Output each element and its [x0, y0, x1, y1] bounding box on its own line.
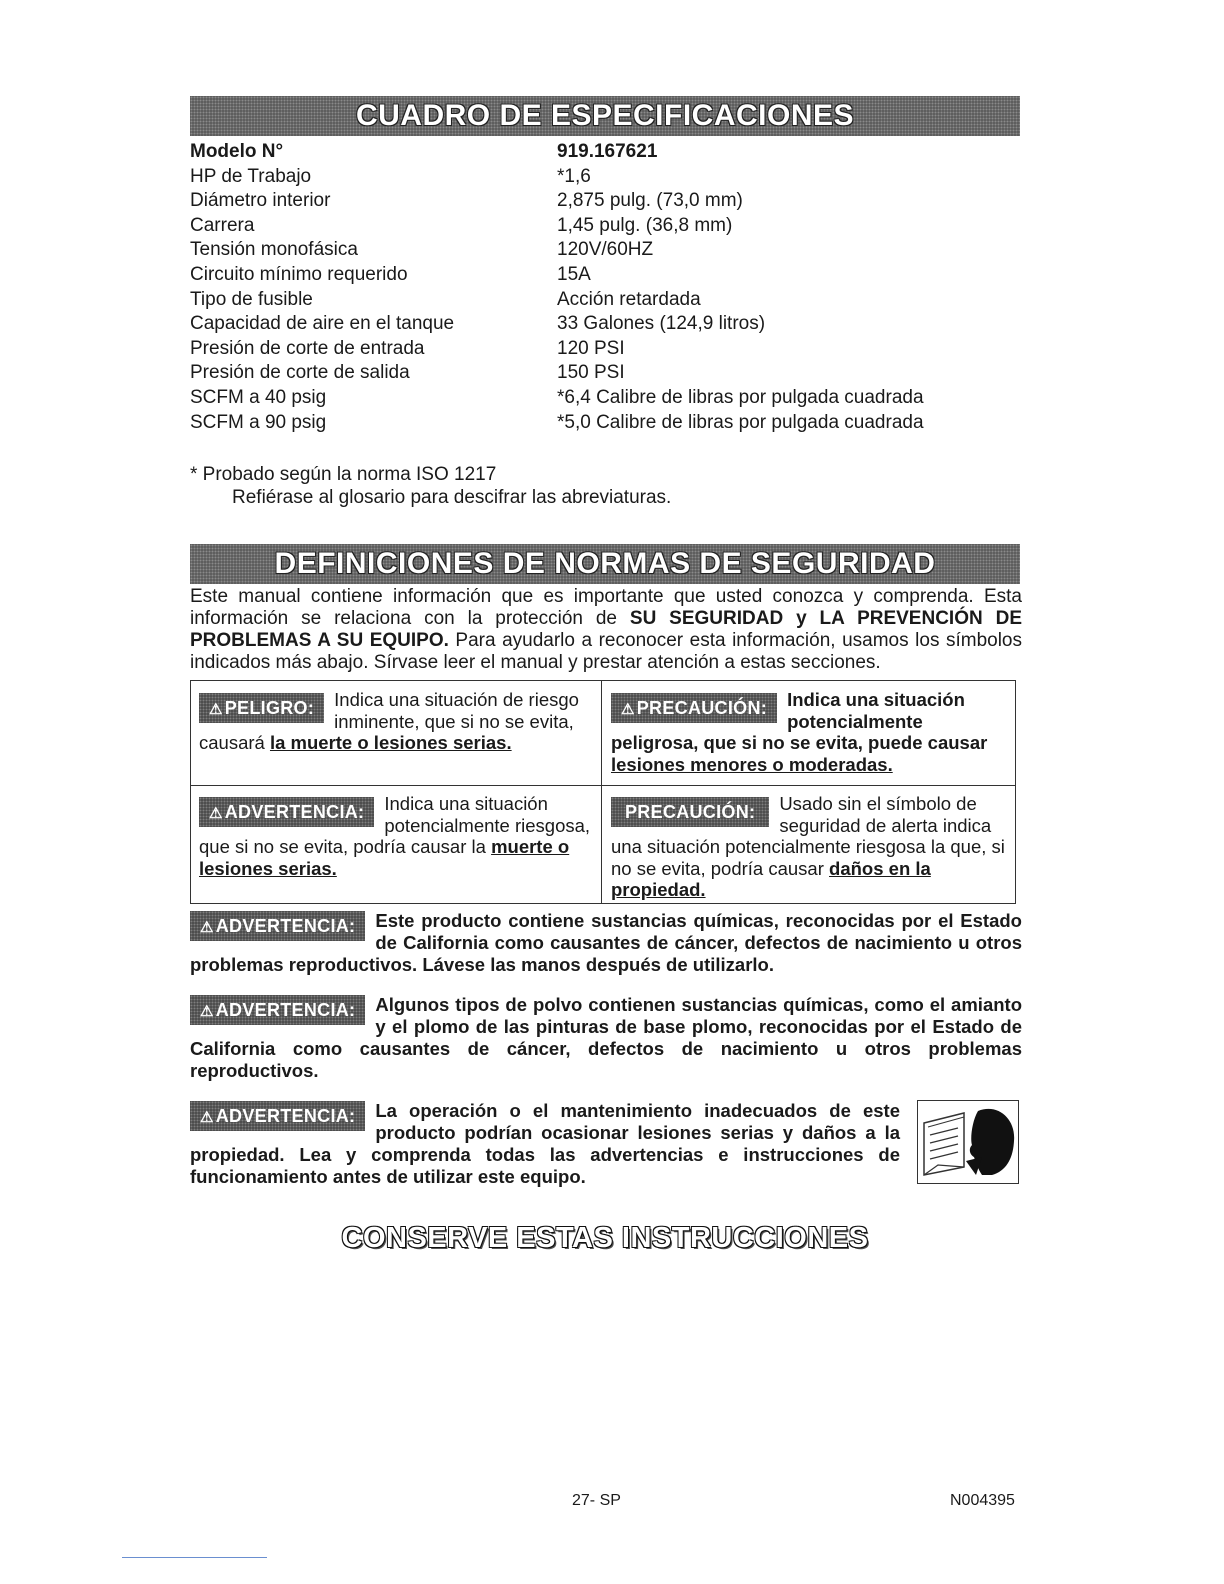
def-emphasis: muerte o lesiones serias. [199, 836, 570, 879]
document-id: N004395 [950, 1492, 1015, 1509]
footnote-line: * Probado según la norma ISO 1217 [190, 464, 497, 485]
spec-label: Modelo N° [190, 141, 284, 162]
spec-row [190, 263, 1020, 288]
spec-row [190, 189, 1020, 214]
def-text: Indica una situación potencialmente peligrosa, que si no se evita, puede causar [611, 689, 988, 753]
spec-label: Tensión monofásica [190, 239, 358, 261]
def-text: Usado sin el símbolo de seguridad de alerta indica una situación potencialmente riesgosa la que, si no se evita, podría causar [611, 793, 1005, 879]
def-advertencia [199, 793, 591, 879]
advertencia-tag: ⚠ ADVERTENCIA: [190, 995, 365, 1025]
spec-row [190, 411, 1020, 436]
spec-value: *1,6 [557, 165, 591, 187]
warning-operation [190, 1100, 900, 1188]
spec-value: Acción retardada [557, 288, 701, 310]
alert-icon: ⚠ [209, 805, 223, 822]
spec-row [190, 214, 1020, 239]
advertencia-tag: ⚠ ADVERTENCIA: [190, 1101, 365, 1131]
def-peligro [199, 689, 591, 754]
spec-table [190, 140, 1020, 435]
spec-label: Presión de corte de entrada [190, 337, 425, 359]
spec-label: Circuito mínimo requerido [190, 263, 408, 285]
spec-label: SCFM a 40 psig [190, 386, 327, 408]
page-number: 27- SP [572, 1492, 621, 1509]
spec-footnote [190, 463, 671, 509]
safety-intro [190, 586, 1022, 674]
footnote-line: Refiérase al glosario para descifrar las abreviaturas. [232, 487, 672, 508]
intro-bold: SU SEGURIDAD y LA PREVENCIÓN DE PROBLEMAS A SU EQUIPO. [190, 608, 1022, 651]
spec-row [190, 312, 1020, 337]
spec-header-row [190, 140, 1020, 165]
read-manual-icon [917, 1100, 1019, 1184]
warning-text: Este producto contiene sustancias químicas, reconocidas por el Estado de California como causantes de cáncer, defectos de nacimiento u otros problemas reproductivos. Lávese las manos después de utilizarlo. [190, 910, 1022, 975]
spec-value: *5,0 Calibre de libras por pulgada cuadrada [557, 411, 924, 433]
alert-icon: ⚠ [200, 1109, 214, 1126]
def-emphasis: la muerte o lesiones serias. [269, 732, 512, 753]
definitions-grid [190, 680, 1016, 904]
def-emphasis: lesiones menores o moderadas. [611, 753, 893, 775]
alert-icon: ⚠ [209, 701, 223, 718]
warning-text: La operación o el mantenimiento inadecuados de este producto podrían ocasionar lesiones serias y daños a la propiedad. Lea y comprenda todas las advertencias e instrucciones de funcionamiento antes de utilizar este equipo. [190, 1100, 900, 1187]
warning-dust-chemicals [190, 994, 1022, 1082]
spec-value: 120 PSI [557, 337, 625, 359]
precaucion-plain-tag: PRECAUCIÓN: [611, 797, 769, 827]
spec-value: 1,45 pulg. (36,8 mm) [557, 214, 733, 236]
spec-value: 120V/60HZ [557, 239, 654, 261]
spec-row [190, 361, 1020, 386]
spec-value: 150 PSI [557, 362, 625, 384]
advertencia-tag: ⚠ ADVERTENCIA: [199, 797, 374, 827]
spec-value: *6,4 Calibre de libras por pulgada cuadrada [557, 386, 924, 408]
spec-label: Presión de corte de salida [190, 362, 410, 384]
intro-text: Para ayudarlo a reconocer esta información, usamos los símbolos indicados más abajo. Sírvase leer el manual y prestar atención a estas secciones. [190, 630, 1023, 673]
spec-value: 919.167621 [557, 141, 658, 162]
spec-row [190, 337, 1020, 362]
spec-banner: CUADRO DE ESPECIFICACIONES [190, 96, 1020, 136]
spec-row [190, 238, 1020, 263]
warning-california-chemicals [190, 910, 1022, 976]
alert-icon: ⚠ [200, 919, 214, 936]
conserve-heading: CONSERVE ESTAS INSTRUCCIONES [341, 1222, 869, 1254]
advertencia-tag: ⚠ ADVERTENCIA: [190, 911, 365, 941]
def-text: Indica una situación de riesgo inminente, que si no se evita, causará [199, 689, 579, 753]
spec-label: Tipo de fusible [190, 288, 313, 310]
precaucion-tag: ⚠ PRECAUCIÓN: [611, 693, 777, 723]
bottom-rule [122, 1557, 267, 1558]
def-precaucion-plain [611, 793, 1007, 901]
spec-value: 15A [557, 263, 591, 285]
spec-row [190, 386, 1020, 411]
spec-label: Carrera [190, 214, 255, 236]
warning-text: Algunos tipos de polvo contienen sustancias químicas, como el amianto y el plomo de las pinturas de base plomo, reconocidas por el Estado de California como causantes de cáncer, defectos de nacimiento u otros problemas reproductivos. [190, 994, 1022, 1081]
peligro-tag: ⚠ PELIGRO: [199, 693, 324, 723]
spec-row [190, 288, 1020, 313]
safety-banner: DEFINICIONES DE NORMAS DE SEGURIDAD [190, 544, 1020, 584]
def-precaucion-alert [611, 689, 1007, 775]
alert-icon: ⚠ [621, 701, 635, 718]
spec-label: Capacidad de aire en el tanque [190, 313, 455, 335]
intro-text: Este manual contiene información que es importante que usted conozca y comprenda. Esta información se relaciona con la protección de [190, 586, 1022, 629]
spec-label: Diámetro interior [190, 190, 331, 212]
spec-value: 33 Galones (124,9 litros) [557, 313, 766, 335]
spec-label: HP de Trabajo [190, 165, 312, 187]
spec-value: 2,875 pulg. (73,0 mm) [557, 190, 743, 212]
spec-row [190, 165, 1020, 190]
alert-icon: ⚠ [200, 1003, 214, 1020]
def-text: Indica una situación potencialmente riesgosa, que si no se evita, podría causar la [199, 793, 591, 857]
spec-label: SCFM a 90 psig [190, 411, 327, 433]
def-emphasis: daños en la propiedad. [611, 857, 931, 900]
